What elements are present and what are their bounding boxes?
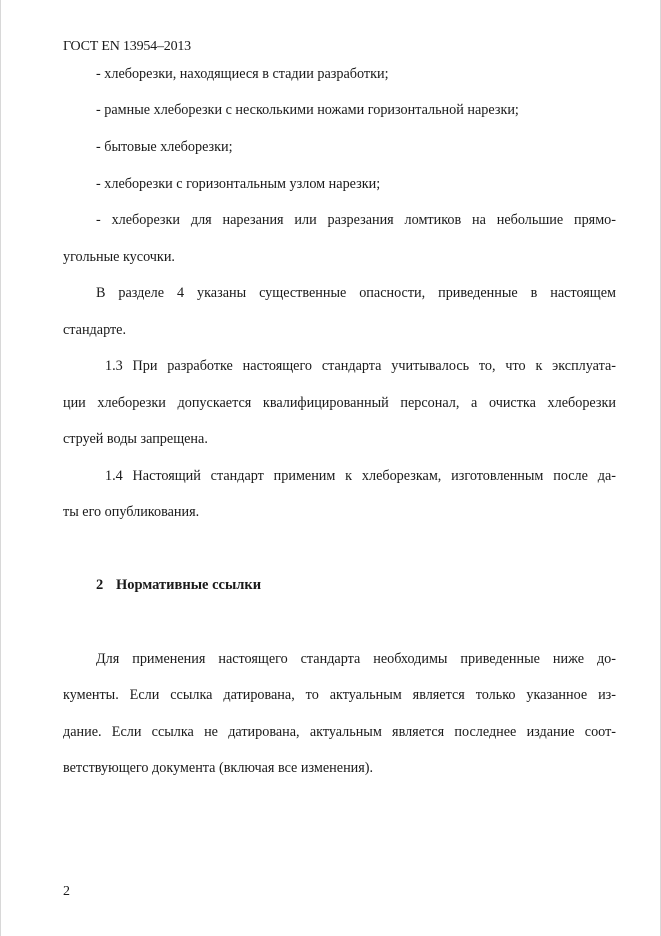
section-heading [96, 577, 261, 594]
clause-1-4-line: 1.4 Настоящий стандарт применим к хлеборезкам, изготовленным после да- [105, 468, 616, 484]
list-item: - хлеборезки, находящиеся в стадии разработки; [96, 66, 389, 82]
section-body-line: Для применения настоящего стандарта необходимы приведенные ниже до- [96, 651, 616, 667]
list-item: - хлеборезки с горизонтальным узлом нарезки; [96, 176, 381, 192]
section-body-line: дание. Если ссылка не датирована, актуальным является последнее издание соот- [63, 724, 616, 740]
clause-1-3-line: ции хлеборезки допускается квалифицированный персонал, а очистка хлеборезки [63, 395, 616, 411]
paragraph-line: стандарте. [63, 322, 127, 338]
section-body-line: кументы. Если ссылка датирована, то актуальным является только указанное из- [63, 687, 616, 703]
list-item: - бытовые хлеборезки; [96, 139, 233, 155]
list-item: - хлеборезки для нарезания или разрезания ломтиков на небольшие прямо- [96, 212, 616, 228]
section-title: Нормативные ссылки [116, 577, 262, 593]
paragraph-line: В разделе 4 указаны существенные опасности, приведенные в настоящем [96, 285, 616, 301]
list-item: - рамные хлеборезки с несколькими ножами горизонтальной нарезки; [96, 102, 519, 118]
clause-1-4-line: ты его опубликования. [63, 504, 200, 520]
section-number: 2 [96, 577, 104, 593]
section-body-line: ветствующего документа (включая все изменения). [63, 760, 374, 776]
clause-1-3-line: струей воды запрещена. [63, 431, 208, 447]
clause-1-3-line: 1.3 При разработке настоящего стандарта учитывалось то, что к эксплуата- [105, 358, 616, 374]
document-header: ГОСТ EN 13954–2013 [63, 39, 191, 54]
list-item-continuation: угольные кусочки. [63, 249, 175, 265]
page-number: 2 [63, 884, 70, 899]
